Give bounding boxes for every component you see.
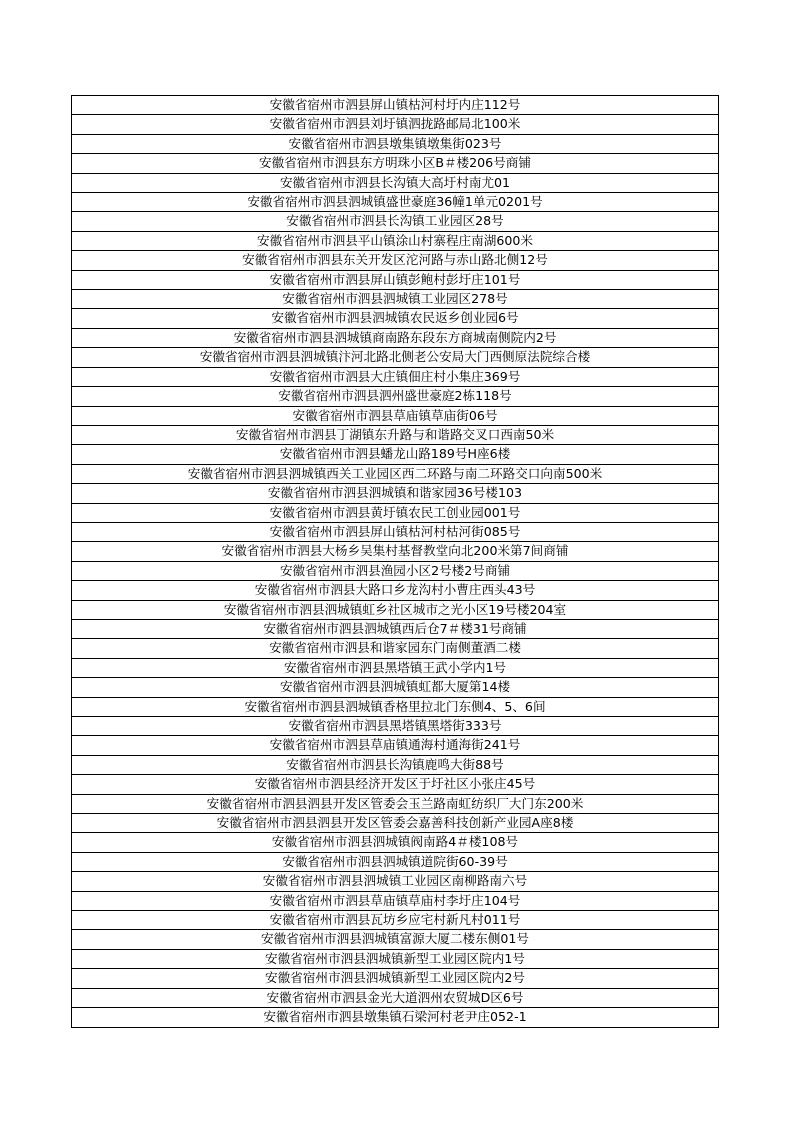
- address-cell: 安徽省宿州市泗县刘圩镇泗拢路邮局北100米: [72, 115, 719, 134]
- address-cell: 安徽省宿州市泗县墩集镇墩集街023号: [72, 134, 719, 153]
- address-cell: 安徽省宿州市泗县长沟镇鹿鸣大街88号: [72, 755, 719, 774]
- address-cell: 安徽省宿州市泗县草庙镇草庙街06号: [72, 406, 719, 425]
- address-cell: 安徽省宿州市泗县泗城镇富源大厦二楼东侧01号: [72, 930, 719, 949]
- table-row: [72, 775, 719, 794]
- table-row: [72, 270, 719, 289]
- table-row: [72, 736, 719, 755]
- table-row: [72, 425, 719, 444]
- table-row: [72, 522, 719, 541]
- table-row: [72, 639, 719, 658]
- table-row: [72, 969, 719, 988]
- address-cell: 安徽省宿州市泗县黑塔镇王武小学内1号: [72, 658, 719, 677]
- table-row: [72, 328, 719, 347]
- address-cell: 安徽省宿州市泗县长沟镇工业园区28号: [72, 212, 719, 231]
- address-cell: 安徽省宿州市泗县平山镇涂山村寨程庄南湖600米: [72, 231, 719, 250]
- table-row: [72, 231, 719, 250]
- table-row: [72, 193, 719, 212]
- address-cell: 安徽省宿州市泗县泗城镇工业园区南柳路南六号: [72, 872, 719, 891]
- table-row: [72, 755, 719, 774]
- table-row: [72, 949, 719, 968]
- address-cell: 安徽省宿州市泗县瓦坊乡应宅村新凡村011号: [72, 911, 719, 930]
- table-row: [72, 814, 719, 833]
- table-row: [72, 542, 719, 561]
- address-table-body: [72, 96, 719, 1028]
- table-row: [72, 1008, 719, 1027]
- table-row: [72, 833, 719, 852]
- address-cell: 安徽省宿州市泗县大庄镇佃庄村小集庄369号: [72, 367, 719, 386]
- table-row: [72, 212, 719, 231]
- table-row: [72, 387, 719, 406]
- address-cell: 安徽省宿州市泗县泗州盛世豪庭2栋118号: [72, 387, 719, 406]
- address-cell: 安徽省宿州市泗县泗城镇农民返乡创业园6号: [72, 309, 719, 328]
- address-cell: 安徽省宿州市泗县大路口乡龙沟村小曹庄西头43号: [72, 581, 719, 600]
- address-cell: 安徽省宿州市泗县经济开发区于圩社区小张庄45号: [72, 775, 719, 794]
- table-row: [72, 115, 719, 134]
- address-cell: 安徽省宿州市泗县屏山镇枯河村圩内庄112号: [72, 96, 719, 115]
- address-cell: 安徽省宿州市泗县蟠龙山路189号H座6楼: [72, 445, 719, 464]
- table-row: [72, 445, 719, 464]
- address-cell: 安徽省宿州市泗县墩集镇石梁河村老尹庄052-1: [72, 1008, 719, 1027]
- table-row: [72, 911, 719, 930]
- address-cell: 安徽省宿州市泗县泗城镇香格里拉北门东侧4、5、6间: [72, 697, 719, 716]
- address-cell: 安徽省宿州市泗县泗城镇西关工业园区西二环路与南二环路交口向南500米: [72, 464, 719, 483]
- address-table: [71, 95, 719, 1028]
- table-row: [72, 406, 719, 425]
- table-row: [72, 581, 719, 600]
- table-row: [72, 697, 719, 716]
- address-cell: 安徽省宿州市泗县泗城镇新型工业园区院内1号: [72, 949, 719, 968]
- table-row: [72, 503, 719, 522]
- address-cell: 安徽省宿州市泗县渔园小区2号楼2号商铺: [72, 561, 719, 580]
- table-row: [72, 484, 719, 503]
- table-row: [72, 348, 719, 367]
- address-cell: 安徽省宿州市泗县泗县开发区管委会嘉善科技创新产业园A座8楼: [72, 814, 719, 833]
- table-row: [72, 619, 719, 638]
- table-row: [72, 678, 719, 697]
- address-cell: 安徽省宿州市泗县泗城镇和谐家园36号楼103: [72, 484, 719, 503]
- address-cell: 安徽省宿州市泗县屏山镇彭鲍村彭圩庄101号: [72, 270, 719, 289]
- address-cell: 安徽省宿州市泗县泗县开发区管委会玉兰路南虹纺织厂大门东200米: [72, 794, 719, 813]
- table-row: [72, 852, 719, 871]
- address-cell: 安徽省宿州市泗县黄圩镇农民工创业园001号: [72, 503, 719, 522]
- table-row: [72, 717, 719, 736]
- table-row: [72, 309, 719, 328]
- address-cell: 安徽省宿州市泗县泗城镇虹乡社区城市之光小区19号楼204室: [72, 600, 719, 619]
- address-cell: 安徽省宿州市泗县泗城镇工业园区278号: [72, 290, 719, 309]
- address-cell: 安徽省宿州市泗县泗城镇虹都大厦第14楼: [72, 678, 719, 697]
- address-cell: 安徽省宿州市泗县草庙镇草庙村李圩庄104号: [72, 891, 719, 910]
- address-cell: 安徽省宿州市泗县丁湖镇东升路与和谐路交叉口西南50米: [72, 425, 719, 444]
- table-row: [72, 154, 719, 173]
- address-cell: 安徽省宿州市泗县长沟镇大高圩村南尤01: [72, 173, 719, 192]
- table-row: [72, 251, 719, 270]
- table-row: [72, 988, 719, 1007]
- table-row: [72, 930, 719, 949]
- table-row: [72, 290, 719, 309]
- address-cell: 安徽省宿州市泗县大杨乡吴集村基督教堂向北200米第7间商铺: [72, 542, 719, 561]
- table-row: [72, 464, 719, 483]
- address-cell: 安徽省宿州市泗县泗城镇新型工业园区院内2号: [72, 969, 719, 988]
- address-cell: 安徽省宿州市泗县和谐家园东门南侧董酒二楼: [72, 639, 719, 658]
- address-cell: 安徽省宿州市泗县屏山镇枯河村枯河街085号: [72, 522, 719, 541]
- table-row: [72, 794, 719, 813]
- table-row: [72, 367, 719, 386]
- table-row: [72, 600, 719, 619]
- address-cell: 安徽省宿州市泗县草庙镇通海村通海街241号: [72, 736, 719, 755]
- address-cell: 安徽省宿州市泗县泗城镇西后仓7＃楼31号商铺: [72, 619, 719, 638]
- table-row: [72, 658, 719, 677]
- address-cell: 安徽省宿州市泗县金光大道泗州农贸城D区6号: [72, 988, 719, 1007]
- address-cell: 安徽省宿州市泗县东方明珠小区B＃楼206号商铺: [72, 154, 719, 173]
- table-row: [72, 891, 719, 910]
- address-cell: 安徽省宿州市泗县泗城镇阀南路4＃楼108号: [72, 833, 719, 852]
- table-row: [72, 173, 719, 192]
- address-cell: 安徽省宿州市泗县泗城镇汴河北路北侧老公安局大门西侧原法院综合楼: [72, 348, 719, 367]
- table-row: [72, 134, 719, 153]
- address-cell: 安徽省宿州市泗县泗城镇盛世豪庭36幢1单元0201号: [72, 193, 719, 212]
- table-row: [72, 872, 719, 891]
- table-row: [72, 561, 719, 580]
- table-row: [72, 96, 719, 115]
- address-cell: 安徽省宿州市泗县黑塔镇黑塔街333号: [72, 717, 719, 736]
- address-cell: 安徽省宿州市泗县泗城镇商南路东段东方商城南侧院内2号: [72, 328, 719, 347]
- address-cell: 安徽省宿州市泗县泗城镇道院街60-39号: [72, 852, 719, 871]
- address-cell: 安徽省宿州市泗县东关开发区沱河路与赤山路北侧12号: [72, 251, 719, 270]
